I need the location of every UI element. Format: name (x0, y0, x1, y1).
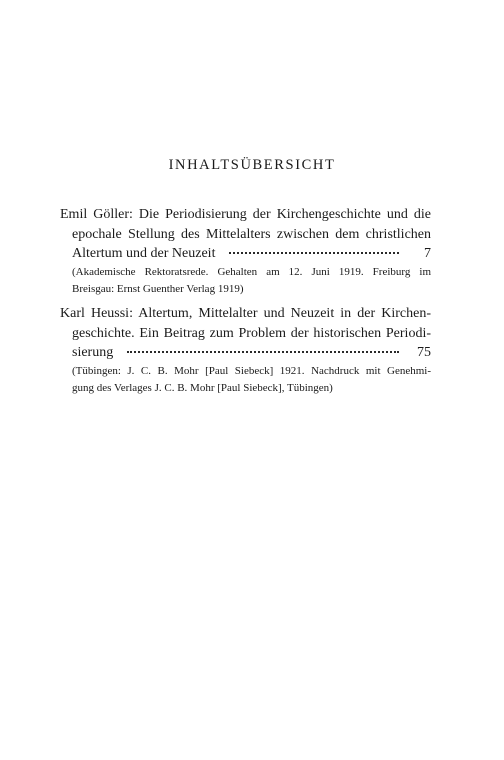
entry-title-line: Altertum und der Neuzeit (72, 246, 216, 261)
dot-leader (127, 341, 399, 353)
page-number: 7 (424, 246, 431, 261)
entry-note-line: (Akademische Rektoratsrede. Gehalten am 12. Juni 1919. Freiburg im (72, 265, 431, 278)
toc-entry-goeller (60, 205, 431, 298)
entry-title-line: sierung (72, 345, 114, 360)
dot-leader (229, 242, 399, 254)
entry-title-line: Karl Heussi: Altertum, Mittelalter und Neuzeit in der Kirchen- (60, 306, 431, 321)
page-title: INHALTSÜBERSICHT (168, 157, 336, 173)
entry-title-line: epochale Stellung des Mittelalters zwischen dem christlichen (72, 226, 431, 242)
entry-title-line: Emil Göller: Die Periodisierung der Kirchengeschichte und die (60, 207, 431, 222)
entry-title-leader-line (60, 244, 431, 264)
entry-title-line: geschichte. Ein Beitrag zum Problem der historischen Periodi- (72, 325, 431, 341)
toc-entry-heussi (60, 304, 431, 397)
entry-note-line: Breisgau: Ernst Guenther Verlag 1919) (72, 282, 244, 295)
page-number: 75 (417, 345, 431, 360)
entry-title-leader-line (60, 343, 431, 363)
entry-note-line: (Tübingen: J. C. B. Mohr [Paul Siebeck] 1921. Nachdruck mit Genehmi- (72, 364, 431, 377)
entry-note-line: gung des Verlages J. C. B. Mohr [Paul Siebeck], Tübingen) (72, 381, 333, 394)
